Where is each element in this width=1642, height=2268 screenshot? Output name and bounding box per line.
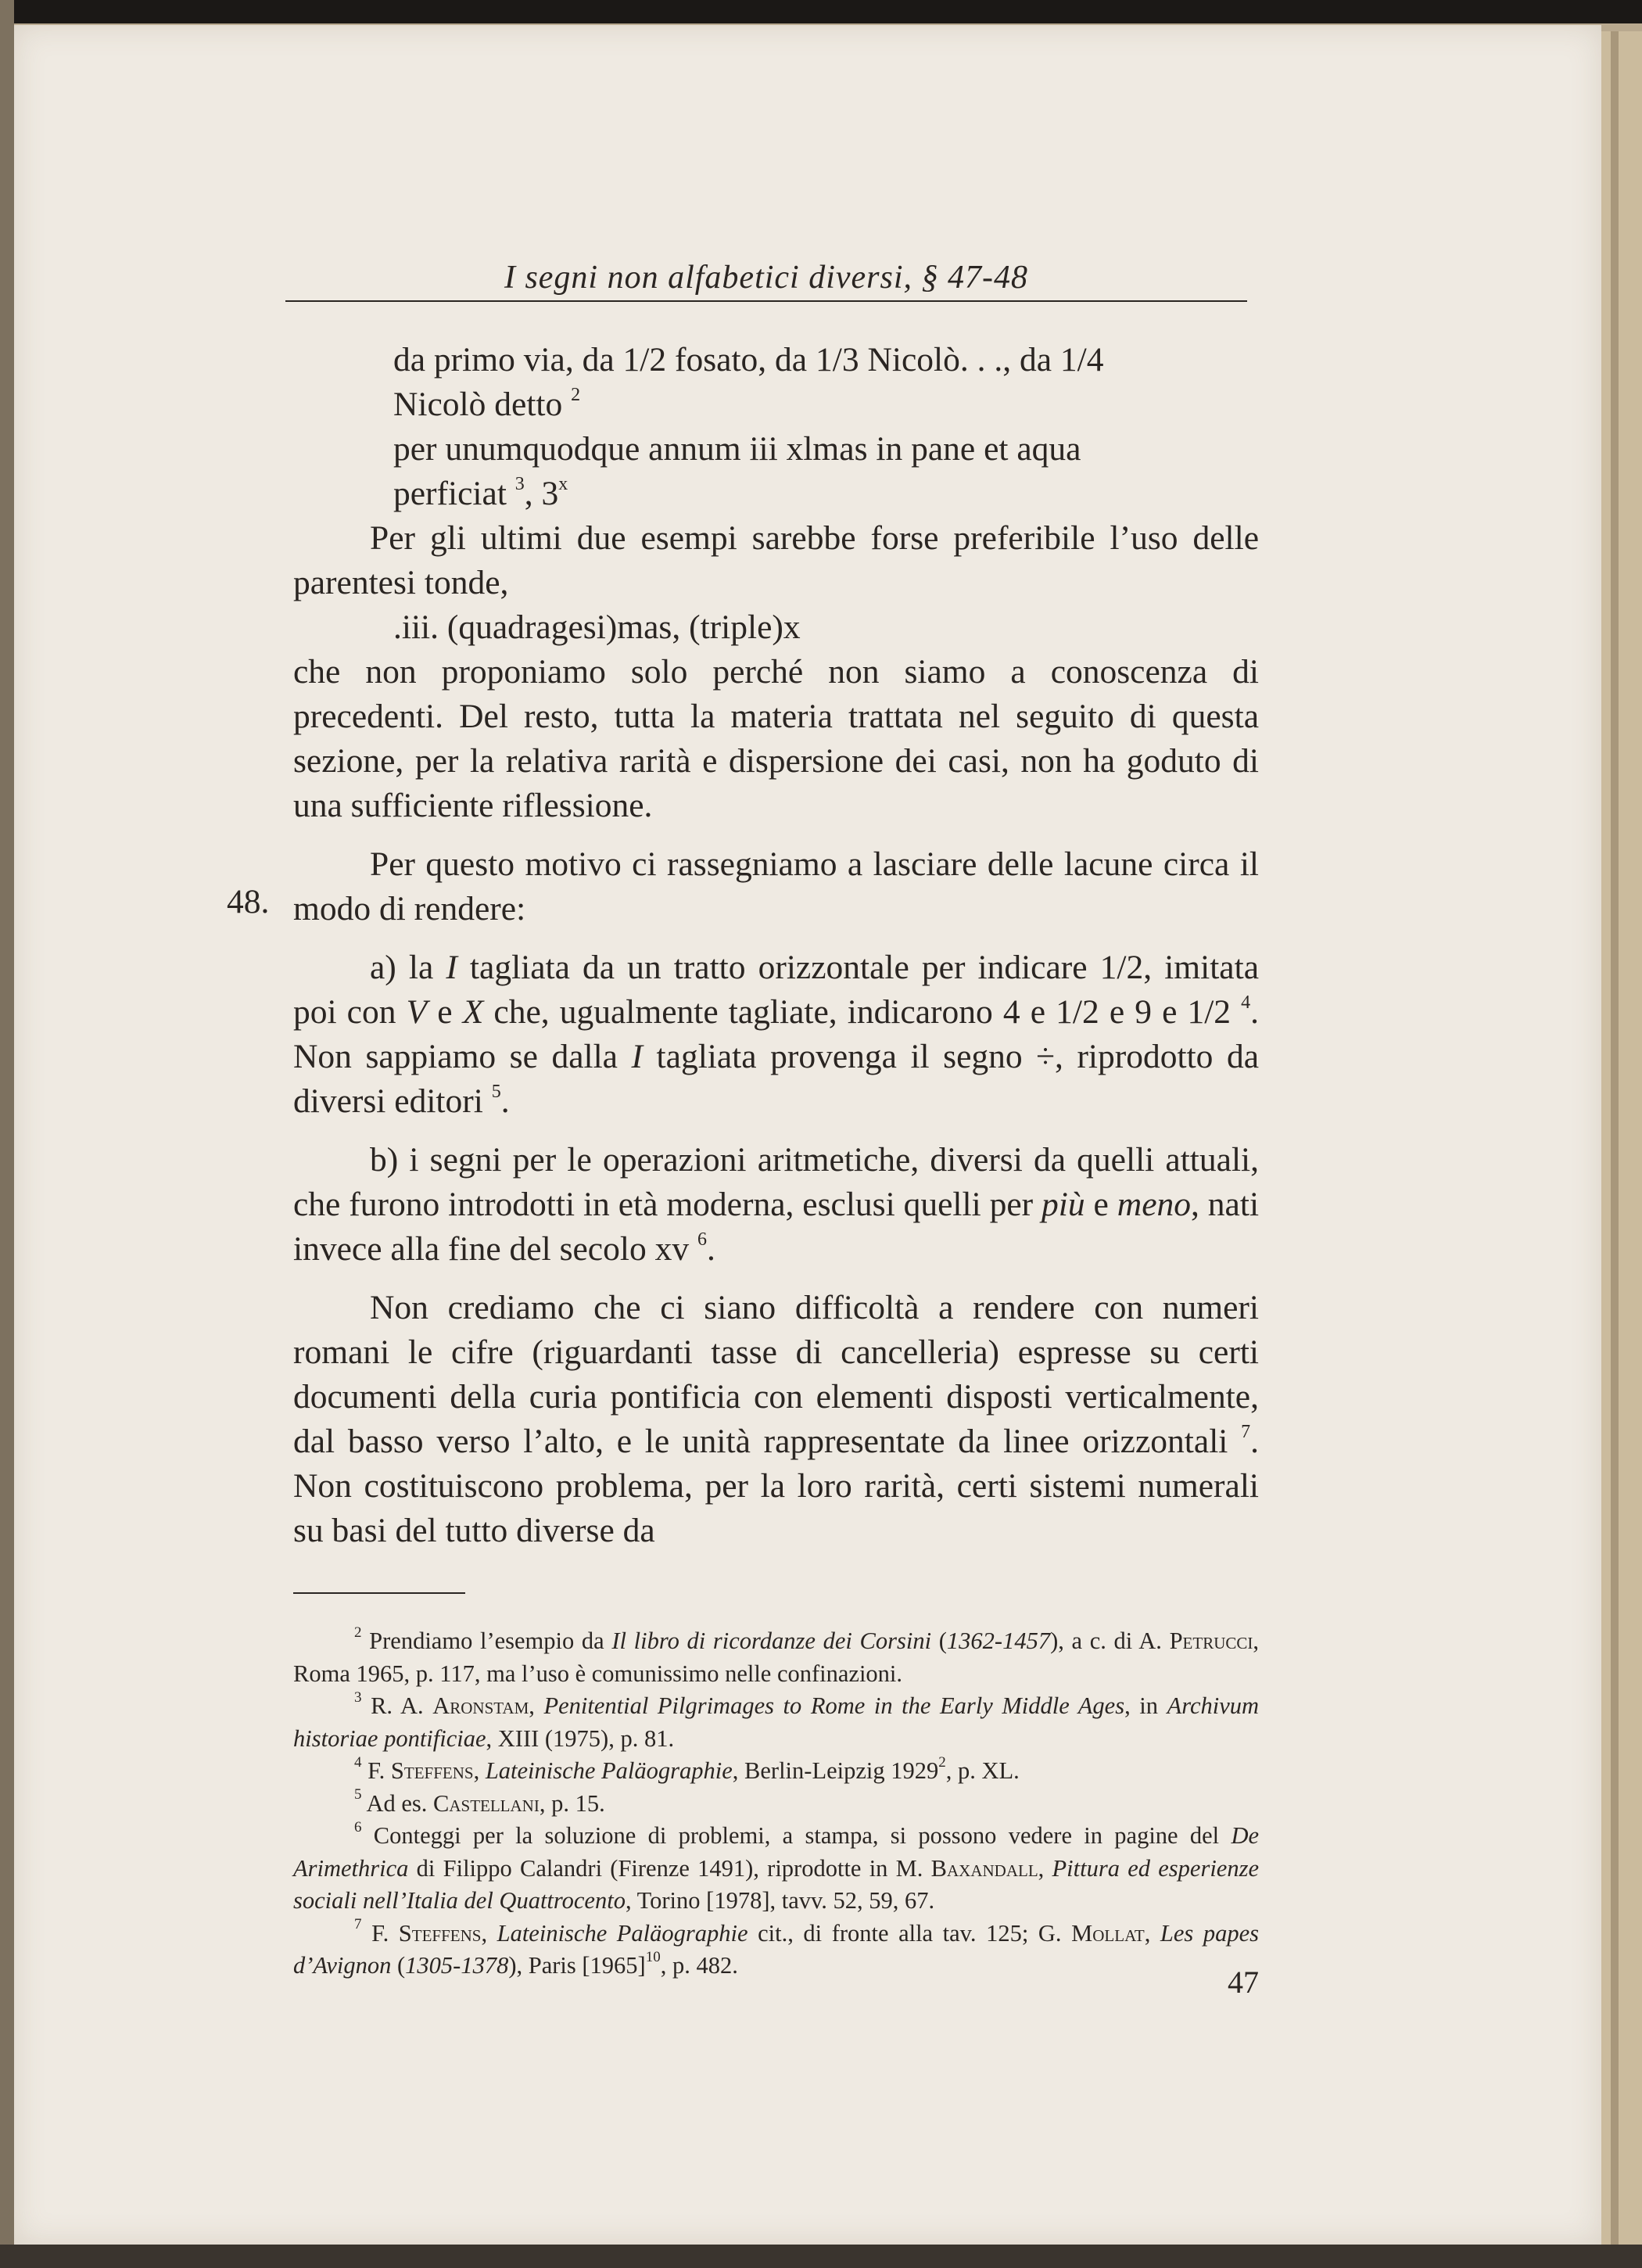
page-number: 47 — [1228, 1965, 1259, 2000]
paragraph-number: 48. — [227, 883, 270, 920]
footnote-2: $^2$ Prendiamo l’esempio da Il libro di ricordanze dei Corsini (1362-1457), a c. di A. Petrucci, Roma 1965, p. 117, ma l’uso è comunissimo nelle confinazioni. — [293, 1624, 1260, 1687]
footnote-ref-2: 2 — [571, 384, 581, 405]
footnote-ref-5: 5 — [491, 1081, 501, 1102]
page-edge — [1601, 31, 1642, 2245]
footnote-ref-7: 7 — [1241, 1421, 1251, 1442]
footnote-ref-4: 4 — [1241, 992, 1251, 1013]
quote-2-tail: , 3 — [524, 475, 559, 512]
scan-border-bottom — [0, 2245, 1642, 2268]
page-edge-shadow — [1611, 31, 1619, 2245]
quote-1-line-1: da primo via, da 1/2 fosato, da 1/3 Nicolò. . ., da 1/4 — [393, 341, 1104, 379]
paragraph-1: Per gli ultimi due esempi sarebbe forse preferibile l’uso delle parentesi tonde, — [293, 519, 1259, 601]
paragraph-2: che non proponiamo solo perché non siamo a conoscenza di precedenti. Del resto, tutta la materia trattata nel seguito di questa sezione, per la relativa rarità e dispersione dei casi, non ha goduto di una sufficiente riflessione. — [293, 653, 1259, 824]
footnote-6: $^6$ Conteggi per la soluzione di problemi, a stampa, si possono vedere in pagine del De Arimethrica di Filippo Calandri (Firenze 1491), riprodotte in M. Baxandall, Pittura ed esperienze sociali nell’Italia del Quattrocento, Torino [1978], tavv. 52, 59, 67. — [293, 1818, 1260, 1914]
paragraph-5: b) i segni per le operazioni aritmetiche, diversi da quelli attuali, che furono introdotti in età moderna, esclusi quelli per più e meno, nati invece alla fine del secolo xv $^6$. — [293, 1141, 1260, 1268]
footnote-7: $^7$ F. Steffens, Lateinische Paläographie cit., di fronte alla tav. 125; G. Mollat, Les papes d’Avignon (1305-1378), Paris $[1965]^{10}$, p. 482. — [293, 1916, 1260, 1979]
quote-2 — [293, 427, 1259, 516]
main-text — [293, 338, 1259, 1553]
scan-border-top — [0, 0, 1642, 23]
footnote-ref-3: 3 — [514, 473, 525, 494]
footnote-5: $^5$ Ad es. Castellani, p. 15. — [354, 1786, 605, 1817]
quote-3: .iii. (quadragesi)mas, (triple)x — [393, 608, 801, 646]
quote-2-superscript-x: x — [558, 473, 568, 494]
scan-border-left — [0, 0, 14, 2268]
footnote-4: $^4$ F. Steffens, Lateinische Paläographie, Berlin-Leipzig 1929$^2$, p. XL. — [354, 1753, 1020, 1784]
footnote-rule — [293, 1592, 465, 1594]
footnotes — [293, 1625, 1259, 1983]
running-head: I segni non alfabetici diversi, § 47-48 — [504, 260, 1029, 296]
footnote-3: $^3$ R. A. Aronstam, Penitential Pilgrimages to Rome in the Early Middle Ages, in Archivum historiae pontificiae, XIII (1975), p. 81. — [293, 1688, 1260, 1752]
paragraph-4: a) la I tagliata da un tratto orizzontale per indicare 1/2, imitata poi con V e X che, ugualmente tagliate, indicarono 4 e 1/2 e 9 e 1/2 $^4$. Non sappiamo se dalla I tagliata provenga il segno ÷, riprodotto da diversi editori $^5$. — [293, 949, 1260, 1120]
quote-1-line-2: Nicolò detto — [393, 386, 563, 423]
paragraph-6: Non crediamo che ci siano difficoltà a rendere con numeri romani le cifre (riguardanti tasse di cancelleria) espresse su certi documenti della curia pontificia con elementi disposti verticalmente, dal basso verso l’alto, e le unità rappresentate da linee orizzontali $^7$. Non costituiscono problema, per la loro rarità, certi sistemi numerali su basi del tutto diverse da — [293, 1289, 1260, 1549]
footnote-ref-6: 6 — [697, 1229, 707, 1250]
running-head-rule — [285, 300, 1247, 302]
quote-1 — [293, 338, 1259, 427]
quote-2-line-2: perficiat — [393, 475, 507, 512]
quote-2-line-1: per unumquodque annum iii xlmas in pane et aqua — [393, 430, 1081, 468]
paragraph-3: Per questo motivo ci rassegniamo a lasciare delle lacune circa il modo di rendere: — [293, 845, 1259, 928]
